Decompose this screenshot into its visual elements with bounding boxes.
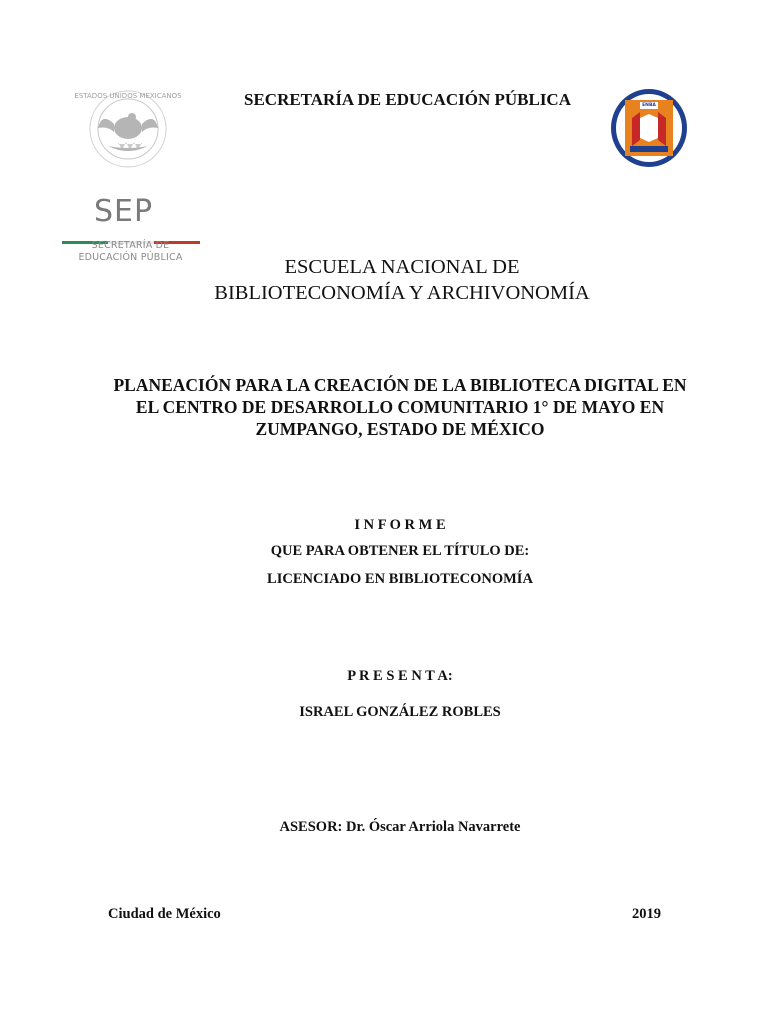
sep-subtitle-line1: SECRETARÍA DE (91, 240, 170, 251)
thesis-title (16, 374, 768, 440)
degree-title: LICENCIADO EN BIBLIOTECONOMÍA (267, 571, 533, 587)
footer-city: Ciudad de México (108, 906, 221, 922)
presenter-label: P R E S E N T A: (347, 668, 453, 684)
document-type: I N F O R M E (354, 517, 446, 533)
presenter-name: ISRAEL GONZÁLEZ ROBLES (299, 704, 501, 720)
thesis-title-line1: PLANEACIÓN PARA LA CREACIÓN DE LA BIBLIOTECA DIGITAL EN (113, 375, 687, 395)
sep-acronym: SEP (94, 194, 154, 229)
school-name-line2: BIBLIOTECONOMÍA Y ARCHIVONOMÍA (214, 282, 590, 304)
sep-logo (58, 84, 203, 269)
school-name-line1: ESCUELA NACIONAL DE (284, 256, 520, 278)
thesis-title-line3: ZUMPANGO, ESTADO DE MÉXICO (255, 419, 545, 439)
school-name (18, 254, 768, 306)
thesis-title-line2: EL CENTRO DE DESARROLLO COMUNITARIO 1° DE MAYO EN (135, 397, 665, 417)
enba-seal-label: ENBA (642, 103, 656, 108)
footer-year: 2019 (632, 906, 661, 922)
degree-purpose: QUE PARA OBTENER EL TÍTULO DE: (270, 543, 530, 559)
sep-subtitle-line2: EDUCACIÓN PÚBLICA (78, 252, 183, 263)
enba-seal (610, 88, 688, 168)
svg-text:ESTADOS UNIDOS MEXICANOS: ESTADOS UNIDOS MEXICANOS (74, 92, 182, 100)
enba-institution-seal-icon (610, 88, 688, 168)
ministry-heading: SECRETARÍA DE EDUCACIÓN PÚBLICA (244, 90, 571, 109)
sep-tricolor-bar (62, 231, 200, 234)
mexican-eagle-seal-icon (58, 84, 203, 184)
advisor: ASESOR: Dr. Óscar Arriola Navarrete (279, 819, 521, 835)
